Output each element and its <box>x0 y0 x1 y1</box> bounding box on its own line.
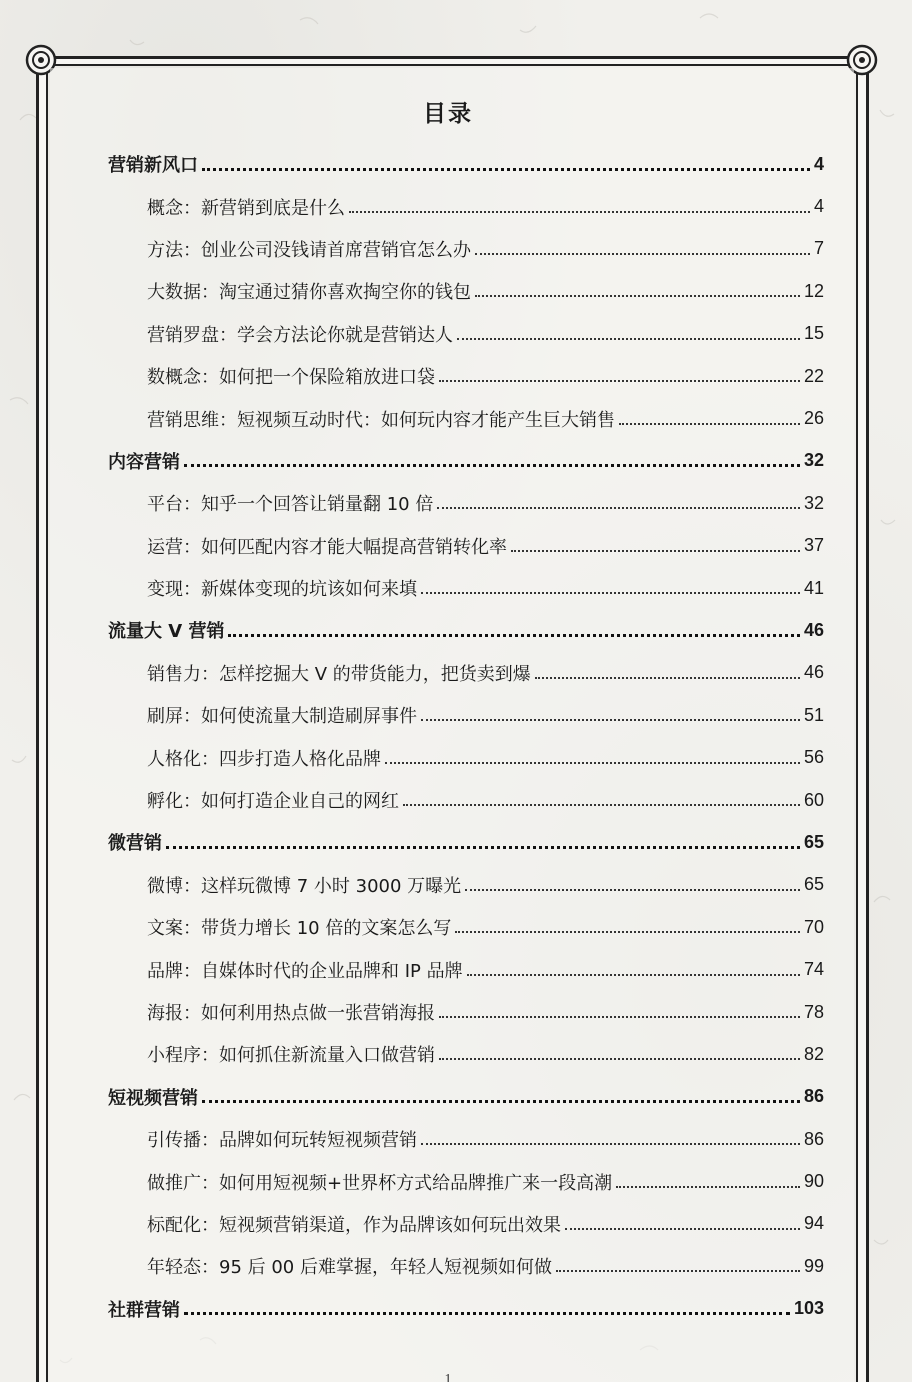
toc-entry-page: 4 <box>813 153 824 174</box>
toc-section-row[interactable] <box>108 355 824 397</box>
frame-border-left <box>36 60 39 1382</box>
dot-leader <box>616 1186 800 1188</box>
toc-entry-page: 65 <box>803 874 824 895</box>
dot-leader <box>467 974 800 976</box>
toc-chapter-row[interactable] <box>108 440 824 482</box>
toc-entry-label: 概念：新营销到底是什么 <box>147 197 345 219</box>
page-number: 1 <box>444 1372 452 1382</box>
toc-entry-page: 37 <box>803 535 824 556</box>
toc-section-row[interactable] <box>108 694 824 736</box>
frame-fill <box>858 60 866 1382</box>
toc-section-row[interactable] <box>108 482 824 524</box>
toc-entry-page: 82 <box>803 1043 824 1064</box>
toc-section-row[interactable] <box>108 948 824 990</box>
dot-leader <box>535 677 800 679</box>
toc-entry-page: 103 <box>793 1298 824 1319</box>
toc-entry-label: 大数据：淘宝通过猜你喜欢掏空你的钱包 <box>147 282 471 304</box>
toc-entry-page: 32 <box>803 450 824 471</box>
toc-entry-label: 数概念：如何把一个保险箱放进口袋 <box>147 367 435 389</box>
toc-section-row[interactable] <box>108 397 824 439</box>
toc-section-row[interactable] <box>108 779 824 821</box>
toc-section-row[interactable] <box>108 736 824 778</box>
toc-chapter-row[interactable] <box>108 143 824 185</box>
toc-entry-label: 方法：创业公司没钱请首席营销官怎么办 <box>147 239 471 261</box>
toc-section-row[interactable] <box>108 991 824 1033</box>
toc-entry-page: 65 <box>803 831 824 852</box>
toc-entry-page: 26 <box>803 408 824 429</box>
dot-leader <box>455 931 800 933</box>
toc-entry-page: 94 <box>803 1213 824 1234</box>
dot-leader <box>439 380 800 382</box>
toc-entry-label: 微营销 <box>108 833 162 855</box>
toc-entry-label: 短视频营销 <box>108 1087 198 1109</box>
toc-entry-label: 年轻态：95 后 00 后难掌握，年轻人短视频如何做 <box>147 1257 552 1279</box>
toc-entry-page: 86 <box>803 1086 824 1107</box>
dot-leader <box>556 1270 800 1272</box>
dot-leader <box>475 253 810 255</box>
toc-entry-page: 12 <box>803 280 824 301</box>
toc-entry-label: 标配化：短视频营销渠道，作为品牌该如何玩出效果 <box>147 1214 561 1236</box>
dot-leader <box>166 846 800 849</box>
toc-section-row[interactable] <box>108 652 824 694</box>
toc-entry-page: 46 <box>803 662 824 683</box>
toc-entry-page: 41 <box>803 577 824 598</box>
toc-section-row[interactable] <box>108 270 824 312</box>
dot-leader <box>465 889 800 891</box>
dot-leader <box>475 295 800 297</box>
dot-leader <box>619 423 800 425</box>
toc-section-row[interactable] <box>108 864 824 906</box>
toc-section-row[interactable] <box>108 1033 824 1075</box>
toc-entry-label: 变现：新媒体变现的坑该如何来填 <box>147 579 417 601</box>
toc-section-row[interactable] <box>108 313 824 355</box>
frame-border-top <box>40 56 870 59</box>
toc-entry-page: 99 <box>803 1255 824 1276</box>
toc-chapter-row[interactable] <box>108 821 824 863</box>
toc-entry-page: 15 <box>803 323 824 344</box>
frame-border-top-inner <box>40 64 870 66</box>
dot-leader <box>403 804 800 806</box>
table-of-contents <box>108 143 824 1330</box>
toc-section-row[interactable] <box>108 228 824 270</box>
toc-entry-label: 流量大 V 营销 <box>108 621 225 643</box>
dot-leader <box>202 168 810 171</box>
dot-leader <box>228 634 800 637</box>
toc-entry-label: 营销思维：短视频互动时代：如何玩内容才能产生巨大销售 <box>147 409 615 431</box>
dot-leader <box>437 507 800 509</box>
dot-leader <box>202 1100 800 1103</box>
dot-leader <box>349 211 810 213</box>
toc-section-row[interactable] <box>108 1245 824 1287</box>
toc-entry-label: 品牌：自媒体时代的企业品牌和 IP 品牌 <box>147 960 463 982</box>
dot-leader <box>385 762 800 764</box>
dot-leader <box>565 1228 800 1230</box>
toc-entry-label: 海报：如何利用热点做一张营销海报 <box>147 1003 435 1024</box>
toc-entry-page: 90 <box>803 1171 824 1192</box>
toc-entry-page: 70 <box>803 916 824 937</box>
toc-entry-label: 运营：如何匹配内容才能大幅提高营销转化率 <box>147 536 507 558</box>
toc-section-row[interactable] <box>108 185 824 227</box>
page-title: 目录 <box>423 101 473 127</box>
toc-section-row[interactable] <box>108 567 824 609</box>
dot-leader <box>439 1058 800 1060</box>
toc-entry-page: 32 <box>803 492 824 513</box>
toc-section-row[interactable] <box>108 1118 824 1160</box>
toc-entry-label: 平台：知乎一个回答让销量翻 10 倍 <box>147 494 434 516</box>
frame-border-right-inner <box>856 60 858 1382</box>
toc-entry-page: 86 <box>803 1128 824 1149</box>
dot-leader <box>184 464 800 467</box>
toc-entry-page: 46 <box>803 619 824 640</box>
dot-leader <box>421 719 800 721</box>
toc-entry-label: 社群营销 <box>108 1299 180 1321</box>
frame-border-left-inner <box>46 60 48 1382</box>
toc-entry-page: 4 <box>813 196 824 217</box>
toc-chapter-row[interactable] <box>108 1076 824 1118</box>
toc-section-row[interactable] <box>108 906 824 948</box>
toc-entry-label: 营销罗盘：学会方法论你就是营销达人 <box>147 324 453 346</box>
dot-leader <box>457 338 800 340</box>
dot-leader <box>184 1312 790 1315</box>
toc-entry-label: 人格化：四步打造人格化品牌 <box>147 748 381 770</box>
toc-entry-page: 22 <box>803 365 824 386</box>
toc-chapter-row[interactable] <box>108 1288 824 1330</box>
toc-section-row[interactable] <box>108 1203 824 1245</box>
toc-entry-page: 60 <box>803 789 824 810</box>
dot-leader <box>439 1016 800 1018</box>
toc-entry-page: 74 <box>803 959 824 980</box>
toc-entry-label: 内容营销 <box>108 451 180 473</box>
toc-entry-label: 做推广：如何用短视频+世界杯方式给品牌推广来一段高潮 <box>147 1172 613 1194</box>
toc-entry-page: 51 <box>803 704 824 725</box>
toc-entry-page: 78 <box>803 1001 824 1022</box>
toc-entry-label: 刷屏：如何使流量大制造刷屏事件 <box>147 706 417 728</box>
toc-section-row[interactable] <box>108 1160 824 1202</box>
toc-entry-label: 销售力：怎样挖掘大 V 的带货能力，把货卖到爆 <box>147 663 531 685</box>
dot-leader <box>511 550 800 552</box>
dot-leader <box>421 1143 800 1145</box>
toc-entry-page: 7 <box>813 238 824 259</box>
dot-leader <box>421 592 800 594</box>
toc-entry-label: 小程序：如何抓住新流量入口做营销 <box>147 1045 435 1067</box>
toc-entry-label: 孵化：如何打造企业自己的网红 <box>147 791 399 813</box>
toc-entry-label: 营销新风口 <box>108 155 198 177</box>
toc-entry-page: 56 <box>803 747 824 768</box>
frame-border-right <box>866 60 869 1382</box>
toc-entry-label: 引传播：品牌如何玩转短视频营销 <box>147 1130 417 1152</box>
toc-chapter-row[interactable] <box>108 609 824 651</box>
toc-entry-label: 文案：带货力增长 10 倍的文案怎么写 <box>147 918 452 940</box>
toc-entry-label: 微博：这样玩微博 7 小时 3000 万曝光 <box>147 875 462 897</box>
toc-section-row[interactable] <box>108 525 824 567</box>
